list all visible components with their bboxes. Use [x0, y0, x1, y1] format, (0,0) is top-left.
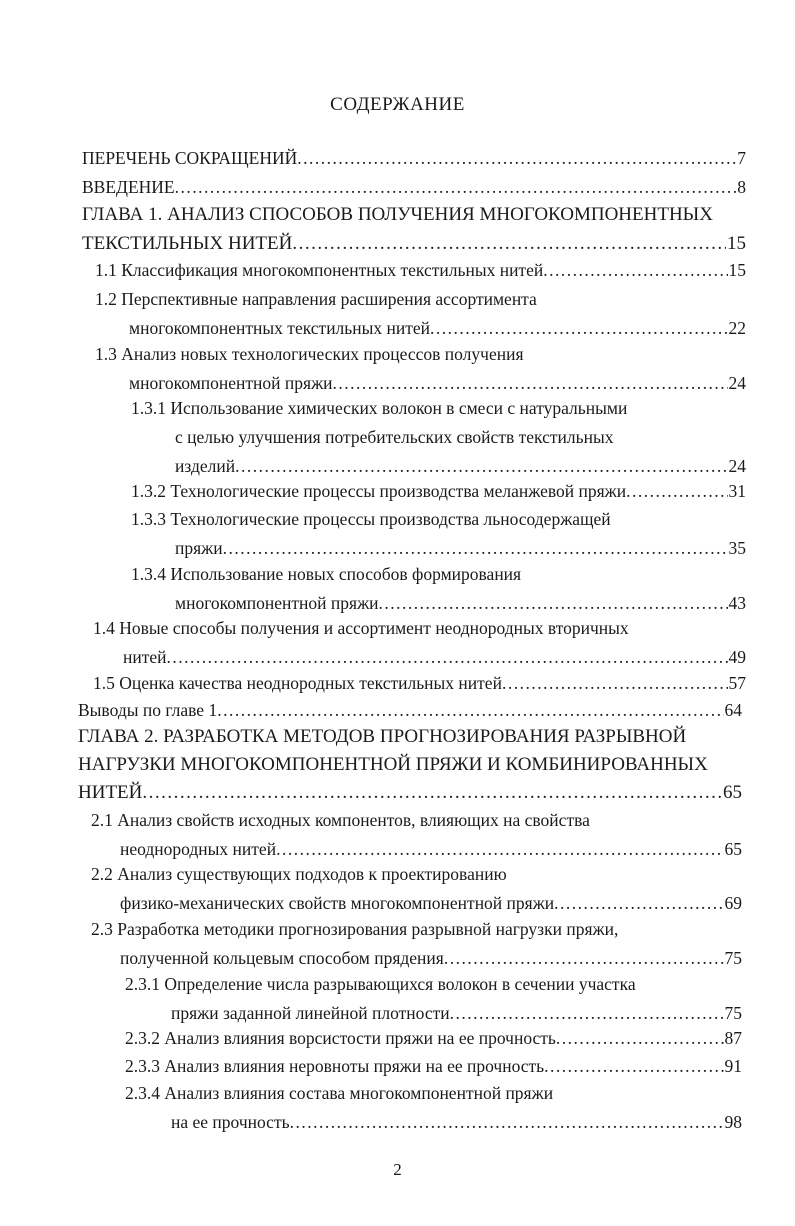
toc-entry-title: полученной кольцевым способом прядения [120, 948, 444, 968]
toc-entry-title: пряжи заданной линейной плотности [171, 1003, 450, 1023]
toc-page-number: 75 [724, 948, 742, 968]
toc-page-number: 24 [728, 456, 746, 476]
toc-entry-title: НИТЕЙ [78, 782, 143, 803]
toc-page-number: 75 [724, 1003, 742, 1023]
toc-page-number: 49 [728, 647, 746, 667]
toc-entry-line: 2.2 Анализ существующих подходов к проектированию [91, 864, 507, 884]
toc-entry-2-1[interactable] [91, 808, 742, 861]
toc-entry-chapter-1-conclusions[interactable] [78, 698, 742, 722]
toc-entry-title: многокомпонентной пряжи [175, 593, 379, 613]
toc-page-number: 8 [737, 177, 746, 197]
toc-page-number: 43 [728, 593, 746, 613]
toc-entry-title: 1.3.2 Технологические процессы производства меланжевой пряжи [131, 481, 627, 501]
toc-entry-1-2[interactable] [95, 287, 746, 340]
toc-entry-line: 2.3.1 Определение числа разрывающихся волокон в сечении участка [125, 974, 636, 994]
toc-entry-1-3[interactable] [95, 342, 746, 395]
toc-entry-title: ВВЕДЕНИЕ [82, 177, 175, 197]
toc-page-number: 35 [728, 538, 746, 558]
toc-entry-introduction[interactable] [82, 175, 746, 199]
toc-page-number: 24 [728, 373, 746, 393]
toc-entry-line: 1.3.4 Использование новых способов формирования [131, 564, 522, 584]
toc-entry-title: ТЕКСТИЛЬНЫХ НИТЕЙ [82, 233, 293, 254]
toc-entry-title: ПЕРЕЧЕНЬ СОКРАЩЕНИЙ [82, 148, 298, 168]
toc-entry-title: 2.3.3 Анализ влияния неровноты пряжи на ее прочность [125, 1056, 545, 1076]
toc-entry-title: изделий [175, 456, 236, 476]
toc-page-number: 31 [728, 481, 746, 501]
toc-entry-1-1[interactable] [95, 258, 746, 282]
toc-entry-title: на ее прочность [171, 1112, 290, 1132]
toc-entry-1-3-4[interactable] [131, 562, 746, 615]
toc-entry-1-4[interactable] [93, 616, 746, 669]
toc-entry-title: нитей [123, 647, 167, 667]
toc-page-number: 91 [724, 1056, 742, 1076]
toc-entry-line: 1.3 Анализ новых технологических процессов получения [95, 344, 524, 364]
toc-entry-title: неоднородных нитей [120, 839, 277, 859]
toc-entry-1-3-2[interactable] [131, 479, 746, 503]
toc-entry-line: 2.3 Разработка методики прогнозирования разрывной нагрузки пряжи, [91, 919, 619, 939]
toc-entry-line: 1.3.3 Технологические процессы производства льносодержащей [131, 509, 611, 529]
toc-entry-abbreviations[interactable] [82, 146, 746, 170]
toc-entry-title: 1.5 Оценка качества неоднородных текстильных нитей [93, 673, 502, 693]
toc-entry-line: 1.4 Новые способы получения и ассортимент неоднородных вторичных [93, 618, 629, 638]
toc-entry-title: 1.1 Классификация многокомпонентных текстильных нитей [95, 260, 544, 280]
toc-page-number: 65 [724, 839, 742, 859]
toc-entry-title: пряжи [175, 538, 223, 558]
toc-entry-title: физико-механических свойств многокомпонентной пряжи [120, 893, 555, 913]
toc-entry-2-3-1[interactable] [125, 972, 742, 1025]
toc-page-number: 7 [737, 148, 746, 168]
toc-entry-line: НАГРУЗКИ МНОГОКОМПОНЕНТНОЙ ПРЯЖИ И КОМБИНИРОВАННЫХ [78, 754, 708, 775]
toc-entry-chapter-1[interactable] [82, 203, 746, 256]
toc-page-number: 15 [728, 260, 746, 280]
toc-page-number: 57 [728, 673, 746, 693]
toc-entry-line: ГЛАВА 1. АНАЛИЗ СПОСОБОВ ПОЛУЧЕНИЯ МНОГОКОМПОНЕНТНЫХ [82, 204, 713, 225]
toc-entry-1-5[interactable] [93, 671, 746, 695]
toc-page-number: 69 [724, 893, 742, 913]
toc-entry-line: 2.1 Анализ свойств исходных компонентов, влияющих на свойства [91, 810, 590, 830]
toc-entry-1-3-3[interactable] [131, 507, 746, 560]
toc-entry-line: 1.2 Перспективные направления расширения ассортимента [95, 289, 537, 309]
toc-entry-title: многокомпонентной пряжи [129, 373, 333, 393]
toc-page-number: 22 [728, 318, 746, 338]
page-title: СОДЕРЖАНИЕ [330, 94, 465, 115]
toc-entry-2-2[interactable] [91, 862, 742, 915]
toc-page-number: 98 [724, 1112, 742, 1132]
toc-entry-title: 2.3.2 Анализ влияния ворсистости пряжи на ее прочность [125, 1028, 556, 1048]
toc-entry-1-3-1[interactable] [131, 396, 746, 478]
toc-entry-chapter-2[interactable] [78, 725, 742, 805]
toc-entry-2-3-3[interactable] [125, 1054, 742, 1078]
toc-entry-title: Выводы по главе 1 [78, 700, 218, 720]
toc-entry-2-3[interactable] [91, 917, 742, 970]
toc-entry-2-3-2[interactable] [125, 1026, 742, 1050]
toc-entry-line: 1.3.1 Использование химических волокон в смеси с натуральными [131, 398, 628, 418]
page-number: 2 [393, 1160, 402, 1179]
toc-entry-2-3-4[interactable] [125, 1081, 742, 1134]
toc-page-number: 87 [724, 1028, 742, 1048]
toc-page-number: 64 [724, 700, 742, 720]
toc-page-number: 65 [723, 782, 742, 803]
toc-entry-title: многокомпонентных текстильных нитей [129, 318, 431, 338]
toc-entry-line: с целью улучшения потребительских свойств текстильных [175, 427, 614, 447]
toc-entry-line: 2.3.4 Анализ влияния состава многокомпонентной пряжи [125, 1083, 554, 1103]
toc-page-number: 15 [727, 233, 746, 254]
toc-entry-line: ГЛАВА 2. РАЗРАБОТКА МЕТОДОВ ПРОГНОЗИРОВАНИЯ РАЗРЫВНОЙ [78, 726, 687, 747]
